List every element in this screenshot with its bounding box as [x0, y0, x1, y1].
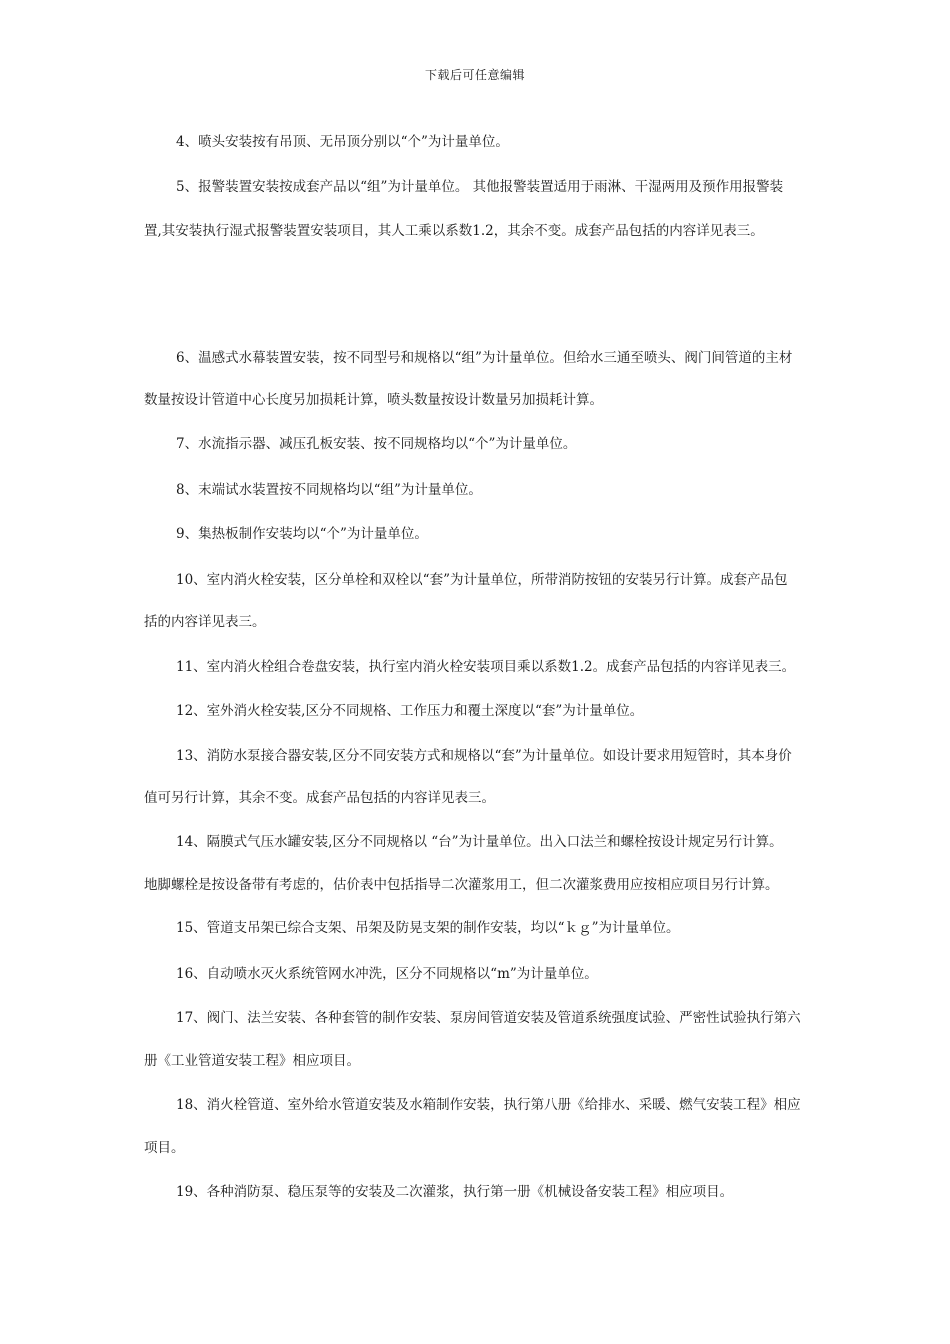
paragraph-line: 7、水流指示器、减压孔板安装、按不同规格均以“个”为计量单位。	[176, 436, 577, 452]
paragraph-line: 19、各种消防泵、稳压泵等的安装及二次灌浆，执行第一册《机械设备安装工程》相应项目。	[176, 1184, 734, 1200]
paragraph-line: 17、阀门、法兰安装、各种套管的制作安装、泵房间管道安装及管道系统强度试验、严密性试验执行第六	[176, 1010, 801, 1026]
paragraph-line: 12、室外消火栓安装,区分不同规格、工作压力和覆土深度以“套”为计量单位。	[176, 703, 644, 719]
paragraph-line: 14、隔膜式气压水罐安装,区分不同规格以 “台”为计量单位。出入口法兰和螺栓按设计规定另行计算。	[176, 834, 783, 850]
paragraph-line: 13、消防水泵接合器安装,区分不同安装方式和规格以“套”为计量单位。如设计要求用短管时，其本身价	[176, 748, 792, 764]
paragraph-line: 括的内容详见表三。	[144, 614, 266, 630]
paragraph-line: 5、报警装置安装按成套产品以“组”为计量单位。 其他报警装置适用于雨淋、干湿两用及预作用报警装	[176, 179, 784, 195]
paragraph-line: 10、室内消火栓安装，区分单栓和双栓以“套”为计量单位，所带消防按钮的安装另行计算。成套产品包	[176, 572, 788, 588]
paragraph-line: 地脚螺栓是按设备带有考虑的，估价表中包括指导二次灌浆用工，但二次灌浆费用应按相应项目另行计算。	[144, 877, 779, 893]
paragraph-line: 4、喷头安装按有吊顶、无吊顶分别以“个”为计量单位。	[176, 134, 509, 150]
paragraph-line: 15、管道支吊架已综合支架、吊架及防晃支架的制作安装，均以“ｋｇ”为计量单位。	[176, 920, 680, 936]
paragraph-line: 项目。	[144, 1140, 185, 1156]
paragraph-line: 置,其安装执行湿式报警装置安装项目，其人工乘以系数1.2，其余不变。成套产品包括的内容详见表三。	[144, 223, 764, 239]
paragraph-line: 16、自动喷水灭火系统管网水冲洗，区分不同规格以“m”为计量单位。	[176, 966, 598, 982]
paragraph-line: 18、消火栓管道、室外给水管道安装及水箱制作安装，执行第八册《给排水、采暖、燃气安装工程》相应	[176, 1097, 801, 1113]
page-header: 下载后可任意编辑	[424, 68, 525, 82]
paragraph-line: 值可另行计算，其余不变。成套产品包括的内容详见表三。	[144, 790, 495, 806]
paragraph-line: 9、集热板制作安装均以“个”为计量单位。	[176, 526, 428, 542]
paragraph-line: 8、末端试水装置按不同规格均以“组”为计量单位。	[176, 482, 482, 498]
paragraph-line: 数量按设计管道中心长度另加损耗计算，喷头数量按设计数量另加损耗计算。	[144, 392, 603, 408]
paragraph-line: 册《工业管道安装工程》相应项目。	[144, 1053, 360, 1069]
paragraph-line: 11、室内消火栓组合卷盘安装，执行室内消火栓安装项目乘以系数1.2。成套产品包括的内容详见表三。	[176, 659, 796, 675]
paragraph-line: 6、温感式水幕装置安装，按不同型号和规格以“组”为计量单位。但给水三通至喷头、阀门间管道的主材	[176, 350, 793, 366]
